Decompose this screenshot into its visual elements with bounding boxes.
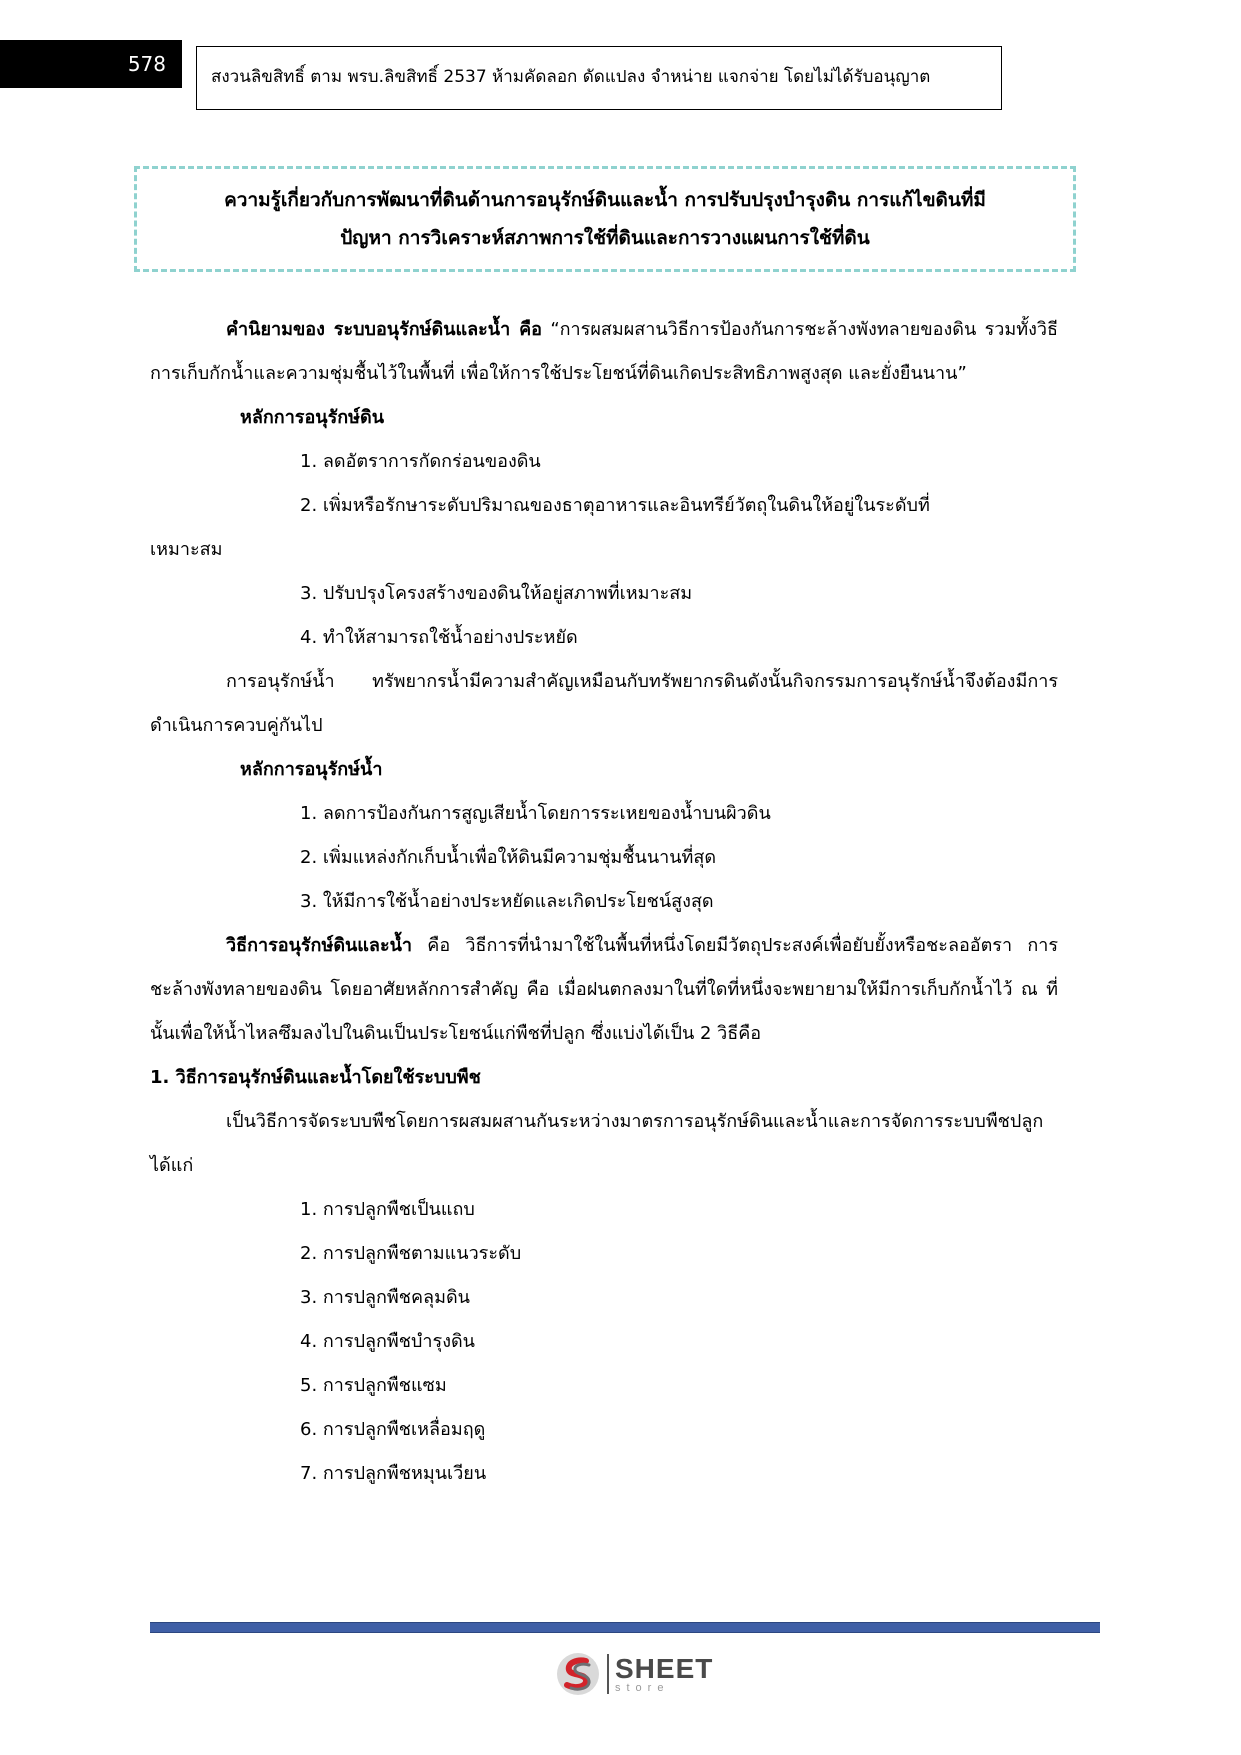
crop-method-5: 5. การปลูกพืชแซม [300,1375,447,1396]
logo-text [615,1652,714,1694]
section1-heading: 1. วิธีการอนุรักษ์ดินและน้ำโดยใช้ระบบพืช [150,1067,481,1088]
soil-principle-3: 3. ปรับปรุงโครงสร้างของดินให้อยู่สภาพที่เหมาะสม [300,583,693,604]
water-principle-3: 3. ให้มีการใช้น้ำอย่างประหยัดและเกิดประโยชน์สูงสุด [300,891,714,912]
title-frame [134,166,1076,272]
logo-divider [607,1654,609,1694]
definition-paragraph [150,308,1058,396]
section1-intro: เป็นวิธีการจัดระบบพืชโดยการผสมผสานกันระหว่างมาตรการอนุรักษ์ดินและน้ำและการจัดการระบบพืชปลูก ได้แก่ [150,1111,1044,1176]
page-number: 578 [0,40,182,88]
crop-method-6: 6. การปลูกพืชเหลื่อมฤดู [300,1419,486,1440]
copyright-header: สงวนลิขสิทธิ์ ตาม พรบ.ลิขสิทธิ์ 2537 ห้ามคัดลอก ดัดแปลง จำหน่าย แจกจ่าย โดยไม่ได้รับอนุญาต [196,46,1002,110]
methods-paragraph [150,924,1058,1056]
definition-term: คำนิยามของ ระบบอนุรักษ์ดินและน้ำ คือ [226,319,542,340]
crop-method-7: 7. การปลูกพืชหมุนเวียน [300,1463,487,1484]
footer-rule [150,1622,1100,1633]
crop-method-4: 4. การปลูกพืชบำรุงดิน [300,1331,475,1352]
methods-term: วิธีการอนุรักษ์ดินและน้ำ [226,935,413,956]
crop-method-1: 1. การปลูกพืชเป็นแถบ [300,1199,475,1220]
soil-principle-4: 4. ทำให้สามารถใช้น้ำอย่างประหยัด [300,627,578,648]
sheet-store-logo-icon [555,1651,601,1697]
soil-principle-2-cont: เหมาะสม [150,539,223,560]
sheet-store-logo [555,1650,713,1698]
water-intro-paragraph: การอนุรักษ์น้ำ ทรัพยากรน้ำมีความสำคัญเหมือนกับทรัพยากรดินดังนั้นกิจกรรมการอนุรักษ์น้ำจึงต้องมีการดำเนินการควบคู่กันไป [150,671,1058,736]
methods-text: คือ วิธีการที่นำมาใช้ในพื้นที่หนึ่งโดยมีวัตถุประสงค์เพื่อยับยั้งหรือชะลออัตรา การชะล้างพังทลายของดิน โดยอาศัยหลักการสำคัญ คือ เมื่อฝนตกลงมาในที่ใดที่หนึ่งจะพยายามให้มีการเก็บกักน้ำไว้ ณ ที่นั้นเพื่อให้น้ำไหลซึมลงไปในดินเป็นประโยชน์แก่พืชที่ปลูก ซึ่งแบ่งได้เป็น 2 วิธีคือ [150,935,1058,1044]
title-line-2: ปัญหา การวิเคราะห์สภาพการใช้ที่ดินและการวางแผนการใช้ที่ดิน [340,227,870,249]
water-principles-heading: หลักการอนุรักษ์น้ำ [240,759,383,780]
water-principle-1: 1. ลดการป้องกันการสูญเสียน้ำโดยการระเหยของน้ำบนผิวดิน [300,803,771,824]
definition-text: “การผสมผสานวิธีการป้องกันการชะล้างพังทลายของดิน รวมทั้งวิธีการเก็บกักน้ำและความชุ่มชื้นไว้ในพื้นที่ เพื่อให้การใช้ประโยชน์ที่ดินเกิดประสิทธิภาพสูงสุด และยั่งยืนนาน” [150,319,1058,384]
logo-sub-text: store [615,1681,670,1694]
crop-method-2: 2. การปลูกพืชตามแนวระดับ [300,1243,522,1264]
document-body [150,308,1058,1496]
crop-method-3: 3. การปลูกพืชคลุมดิน [300,1287,470,1308]
logo-main-text: SHEET [615,1652,714,1684]
soil-principle-2: 2. เพิ่มหรือรักษาระดับปริมาณของธาตุอาหารและอินทรีย์วัตถุในดินให้อยู่ในระดับที่ [300,495,930,516]
soil-principles-heading: หลักการอนุรักษ์ดิน [240,407,385,428]
water-principle-2: 2. เพิ่มแหล่งกักเก็บน้ำเพื่อให้ดินมีความชุ่มชื้นนานที่สุด [300,847,717,868]
soil-principle-1: 1. ลดอัตราการกัดกร่อนของดิน [300,451,541,472]
title-line-1: ความรู้เกี่ยวกับการพัฒนาที่ดินด้านการอนุรักษ์ดินและน้ำ การปรับปรุงบำรุงดิน การแก้ไขดินที่มี [224,189,986,211]
